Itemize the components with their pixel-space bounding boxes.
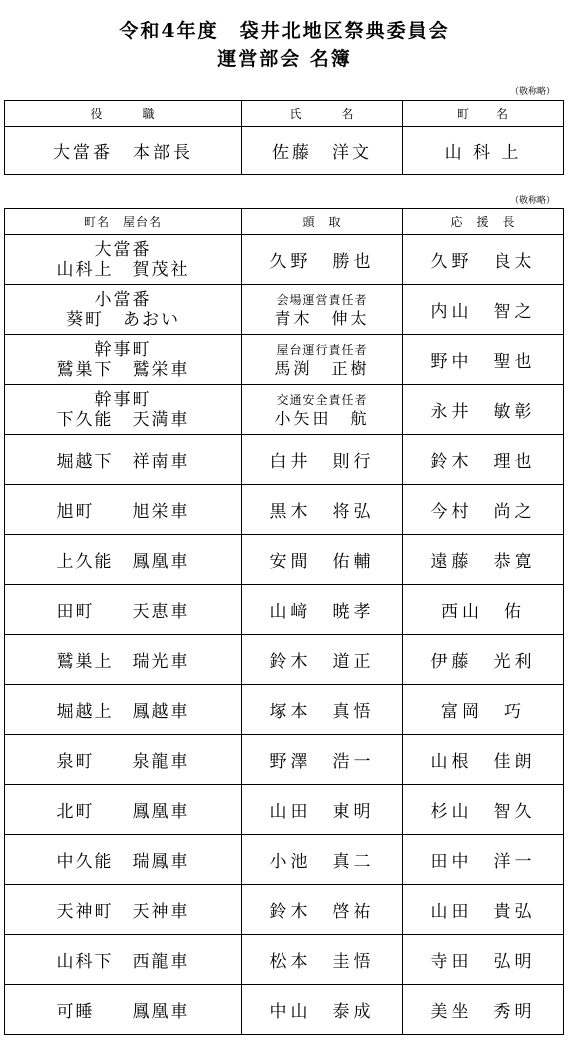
town-float-cell: [5, 585, 242, 635]
town-float-label: 旭町 旭栄車: [56, 502, 190, 522]
header-name: 氏 名: [242, 101, 403, 127]
town-cell: 山 科 上: [403, 127, 564, 175]
town-float-label: 葵町 あおい: [66, 309, 180, 330]
head-cell: 安間 佑輔: [242, 535, 403, 585]
table-row: [5, 585, 564, 635]
town-float-label: 可睡 鳳凰車: [56, 1002, 190, 1022]
support-leader-cell: 田中 洋一: [403, 835, 564, 885]
head-cell: 塚本 真悟: [242, 685, 403, 735]
town-float-cell: [5, 485, 242, 535]
town-float-label: 堀越下 祥南車: [56, 452, 190, 472]
table-row: [5, 935, 564, 985]
responsibility-label: 交通安全責任者: [276, 392, 368, 407]
town-float-label: 北町 鳳凰車: [56, 802, 190, 822]
town-float-cell: [5, 335, 242, 385]
support-leader-cell: 富岡 巧: [403, 685, 564, 735]
town-float-cell: [5, 935, 242, 985]
header-town: 町 名: [403, 101, 564, 127]
table-row: [5, 285, 564, 335]
town-float-label: 田町 天恵車: [56, 602, 190, 622]
town-float-label: 山科下 西龍車: [56, 952, 190, 972]
town-float-cell: [5, 835, 242, 885]
table-row: [5, 485, 564, 535]
support-leader-cell: 美坐 秀明: [403, 985, 564, 1035]
town-float-label: 上久能 鳳凰車: [56, 552, 190, 572]
town-float-cell: [5, 285, 242, 335]
responsibility-label: 屋台運行責任者: [276, 342, 368, 357]
town-float-label: 堀越上 鳳越車: [56, 702, 190, 722]
head-cell: 白井 則行: [242, 435, 403, 485]
duty-label: 幹事町: [94, 339, 152, 360]
table-row: [5, 735, 564, 785]
town-float-cell: [5, 635, 242, 685]
head-cell: 久野 勝也: [242, 235, 403, 285]
town-float-label: 天神町 天神車: [56, 902, 190, 922]
head-cell: [242, 285, 403, 335]
support-leader-cell: 久野 良太: [403, 235, 564, 285]
duty-label: 幹事町: [94, 389, 152, 410]
support-leader-cell: 杉山 智久: [403, 785, 564, 835]
honorific-note: （敬称略）: [509, 196, 555, 206]
support-leader-cell: 遠藤 恭寛: [403, 535, 564, 585]
head-cell: 松本 圭悟: [242, 935, 403, 985]
town-float-cell: [5, 735, 242, 785]
header-town-float: 町名 屋台名: [5, 209, 242, 235]
town-float-label: 鷲巣上 瑞光車: [56, 652, 190, 672]
table-header-row: [5, 209, 564, 235]
header-head: 頭 取: [242, 209, 403, 235]
table-row: [5, 385, 564, 435]
table-row: [5, 335, 564, 385]
support-leader-cell: 伊藤 光利: [403, 635, 564, 685]
head-name: 小矢田 航: [274, 408, 370, 428]
table-row: [5, 435, 564, 485]
table-row: [5, 785, 564, 835]
header-position: 役 職: [5, 101, 242, 127]
table-header-row: [5, 101, 564, 127]
table-row: [5, 235, 564, 285]
responsibility-label: 会場運営責任者: [276, 292, 368, 307]
head-cell: 鈴木 啓祐: [242, 885, 403, 935]
table-row: [5, 685, 564, 735]
table-row: [5, 635, 564, 685]
town-float-label: 中久能 瑞鳳車: [56, 852, 190, 872]
town-float-label: 山科上 賀茂社: [56, 259, 190, 280]
support-leader-cell: 山田 貴弘: [403, 885, 564, 935]
document-title: 令和4年度 袋井北地区祭典委員会: [119, 20, 450, 42]
town-float-cell: [5, 385, 242, 435]
duty-label: 大當番: [94, 239, 152, 260]
town-float-label: 下久能 天満車: [56, 409, 190, 430]
head-cell: 山田 東明: [242, 785, 403, 835]
town-float-cell: [5, 435, 242, 485]
support-leader-cell: 鈴木 理也: [403, 435, 564, 485]
head-cell: [242, 385, 403, 435]
document-subtitle: 運営部会 名簿: [217, 48, 352, 70]
members-table: [4, 208, 564, 1035]
head-cell: 中山 泰成: [242, 985, 403, 1035]
table-row: [5, 985, 564, 1035]
support-leader-cell: 内山 智之: [403, 285, 564, 335]
town-float-label: 鷲巣下 鷲栄車: [56, 359, 190, 380]
town-float-cell: [5, 785, 242, 835]
town-float-cell: [5, 235, 242, 285]
name-cell: 佐藤 洋文: [242, 127, 403, 175]
head-name: 青木 伸太: [274, 308, 370, 328]
support-leader-cell: 今村 尚之: [403, 485, 564, 535]
head-name: 馬渕 正樹: [274, 358, 370, 378]
duty-label: 小當番: [94, 289, 152, 310]
head-cell: 野澤 浩一: [242, 735, 403, 785]
town-float-cell: [5, 885, 242, 935]
head-cell: 小池 真二: [242, 835, 403, 885]
head-cell: [242, 335, 403, 385]
head-cell: 鈴木 道正: [242, 635, 403, 685]
support-leader-cell: 永井 敏彰: [403, 385, 564, 435]
support-leader-cell: 西山 佑: [403, 585, 564, 635]
town-float-label: 泉町 泉龍車: [56, 752, 190, 772]
table-row: [5, 127, 564, 175]
town-float-cell: [5, 685, 242, 735]
header-support-leader: 応 援 長: [403, 209, 564, 235]
support-leader-cell: 野中 聖也: [403, 335, 564, 385]
table-row: [5, 885, 564, 935]
leadership-table: [4, 100, 564, 175]
honorific-note: （敬称略）: [509, 87, 555, 97]
position-cell: 大當番 本部長: [5, 127, 242, 175]
town-float-cell: [5, 985, 242, 1035]
town-float-cell: [5, 535, 242, 585]
head-cell: 黒木 将弘: [242, 485, 403, 535]
support-leader-cell: 山根 佳朗: [403, 735, 564, 785]
head-cell: 山﨑 暁孝: [242, 585, 403, 635]
support-leader-cell: 寺田 弘明: [403, 935, 564, 985]
table-row: [5, 535, 564, 585]
table-row: [5, 835, 564, 885]
